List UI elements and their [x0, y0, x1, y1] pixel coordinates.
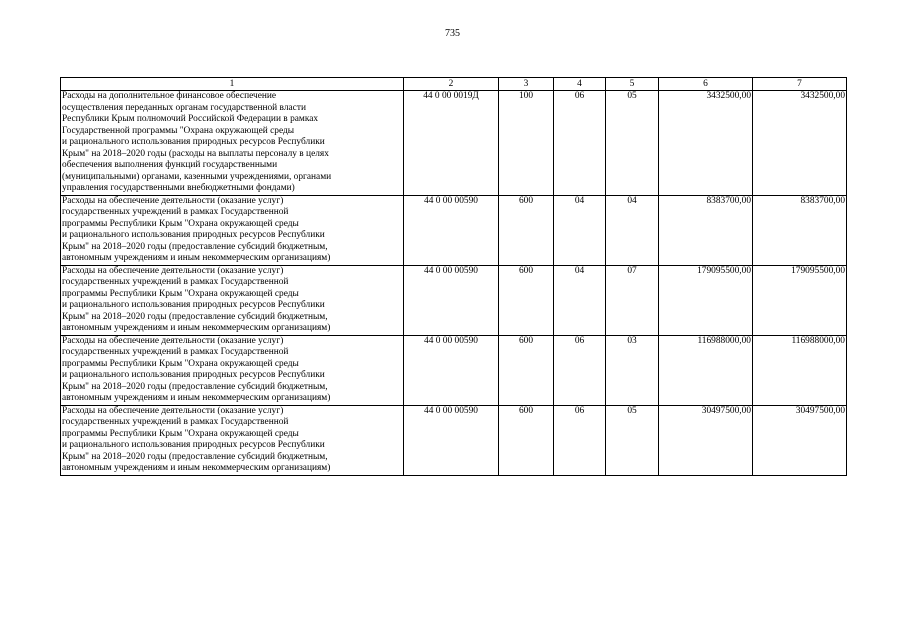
column-header: 6	[659, 78, 753, 91]
amount-col6: 8383700,00	[659, 195, 753, 265]
table-row	[61, 91, 847, 196]
amount-col7: 30497500,00	[753, 405, 847, 475]
amount-col6: 3432500,00	[659, 91, 753, 196]
budget-code: 44 0 00 00590	[404, 405, 499, 475]
page-number: 735	[445, 28, 460, 39]
column-header: 7	[753, 78, 847, 91]
subsection-code: 04	[606, 195, 659, 265]
column-header: 5	[606, 78, 659, 91]
budget-code: 44 0 00 00590	[404, 265, 499, 335]
column-header: 2	[404, 78, 499, 91]
amount-col6: 179095500,00	[659, 265, 753, 335]
expense-description: Расходы на обеспечение деятельности (оказание услуг) государственных учреждений в рамках Государственной программы Республики Крым "Охрана окружающей среды и рационального использования природных ресурсов Республики Крым" на 2018–2020 годы (предоставление субсидий бюджетным, автономным учреждениям и иным некоммерческим организациям)	[61, 195, 404, 265]
amount-col7: 3432500,00	[753, 91, 847, 196]
header-row	[61, 78, 847, 91]
amount-col7: 179095500,00	[753, 265, 847, 335]
expense-description: Расходы на обеспечение деятельности (оказание услуг) государственных учреждений в рамках Государственной программы Республики Крым "Охрана окружающей среды и рационального использования природных ресурсов Республики Крым" на 2018–2020 годы (предоставление субсидий бюджетным, автономным учреждениям и иным некоммерческим организациям)	[61, 265, 404, 335]
section-code: 04	[554, 195, 606, 265]
expense-type-code: 600	[499, 195, 554, 265]
expense-description: Расходы на обеспечение деятельности (оказание услуг) государственных учреждений в рамках Государственной программы Республики Крым "Охрана окружающей среды и рационального использования природных ресурсов Республики Крым" на 2018–2020 годы (предоставление субсидий бюджетным, автономным учреждениям и иным некоммерческим организациям)	[61, 335, 404, 405]
column-header: 4	[554, 78, 606, 91]
subsection-code: 05	[606, 91, 659, 196]
section-code: 06	[554, 405, 606, 475]
expense-type-code: 100	[499, 91, 554, 196]
section-code: 06	[554, 91, 606, 196]
section-code: 06	[554, 335, 606, 405]
expense-description: Расходы на обеспечение деятельности (оказание услуг) государственных учреждений в рамках Государственной программы Республики Крым "Охрана окружающей среды и рационального использования природных ресурсов Республики Крым" на 2018–2020 годы (предоставление субсидий бюджетным, автономным учреждениям и иным некоммерческим организациям)	[61, 405, 404, 475]
expense-type-code: 600	[499, 405, 554, 475]
amount-col7: 116988000,00	[753, 335, 847, 405]
amount-col6: 116988000,00	[659, 335, 753, 405]
budget-code: 44 0 00 00590	[404, 195, 499, 265]
table-row	[61, 265, 847, 335]
budget-code: 44 0 00 0019Д	[404, 91, 499, 196]
column-header: 3	[499, 78, 554, 91]
expense-type-code: 600	[499, 265, 554, 335]
table-row	[61, 405, 847, 475]
budget-table	[60, 77, 847, 476]
section-code: 04	[554, 265, 606, 335]
column-header: 1	[61, 78, 404, 91]
budget-code: 44 0 00 00590	[404, 335, 499, 405]
amount-col7: 8383700,00	[753, 195, 847, 265]
expense-description: Расходы на дополнительное финансовое обеспечение осуществления переданных органам государственной власти Республики Крым полномочий Российской Федерации в рамках Государственной программы "Охрана окружающей среды и рационального использования природных ресурсов Республики Крым" на 2018–2020 годы (расходы на выплаты персоналу в целях обеспечения выполнения функций государственными (муниципальными) органами, казенными учреждениями, органами управления государственными внебюджетными фондами)	[61, 91, 404, 196]
expense-type-code: 600	[499, 335, 554, 405]
table-row	[61, 195, 847, 265]
amount-col6: 30497500,00	[659, 405, 753, 475]
subsection-code: 07	[606, 265, 659, 335]
subsection-code: 05	[606, 405, 659, 475]
subsection-code: 03	[606, 335, 659, 405]
table-row	[61, 335, 847, 405]
